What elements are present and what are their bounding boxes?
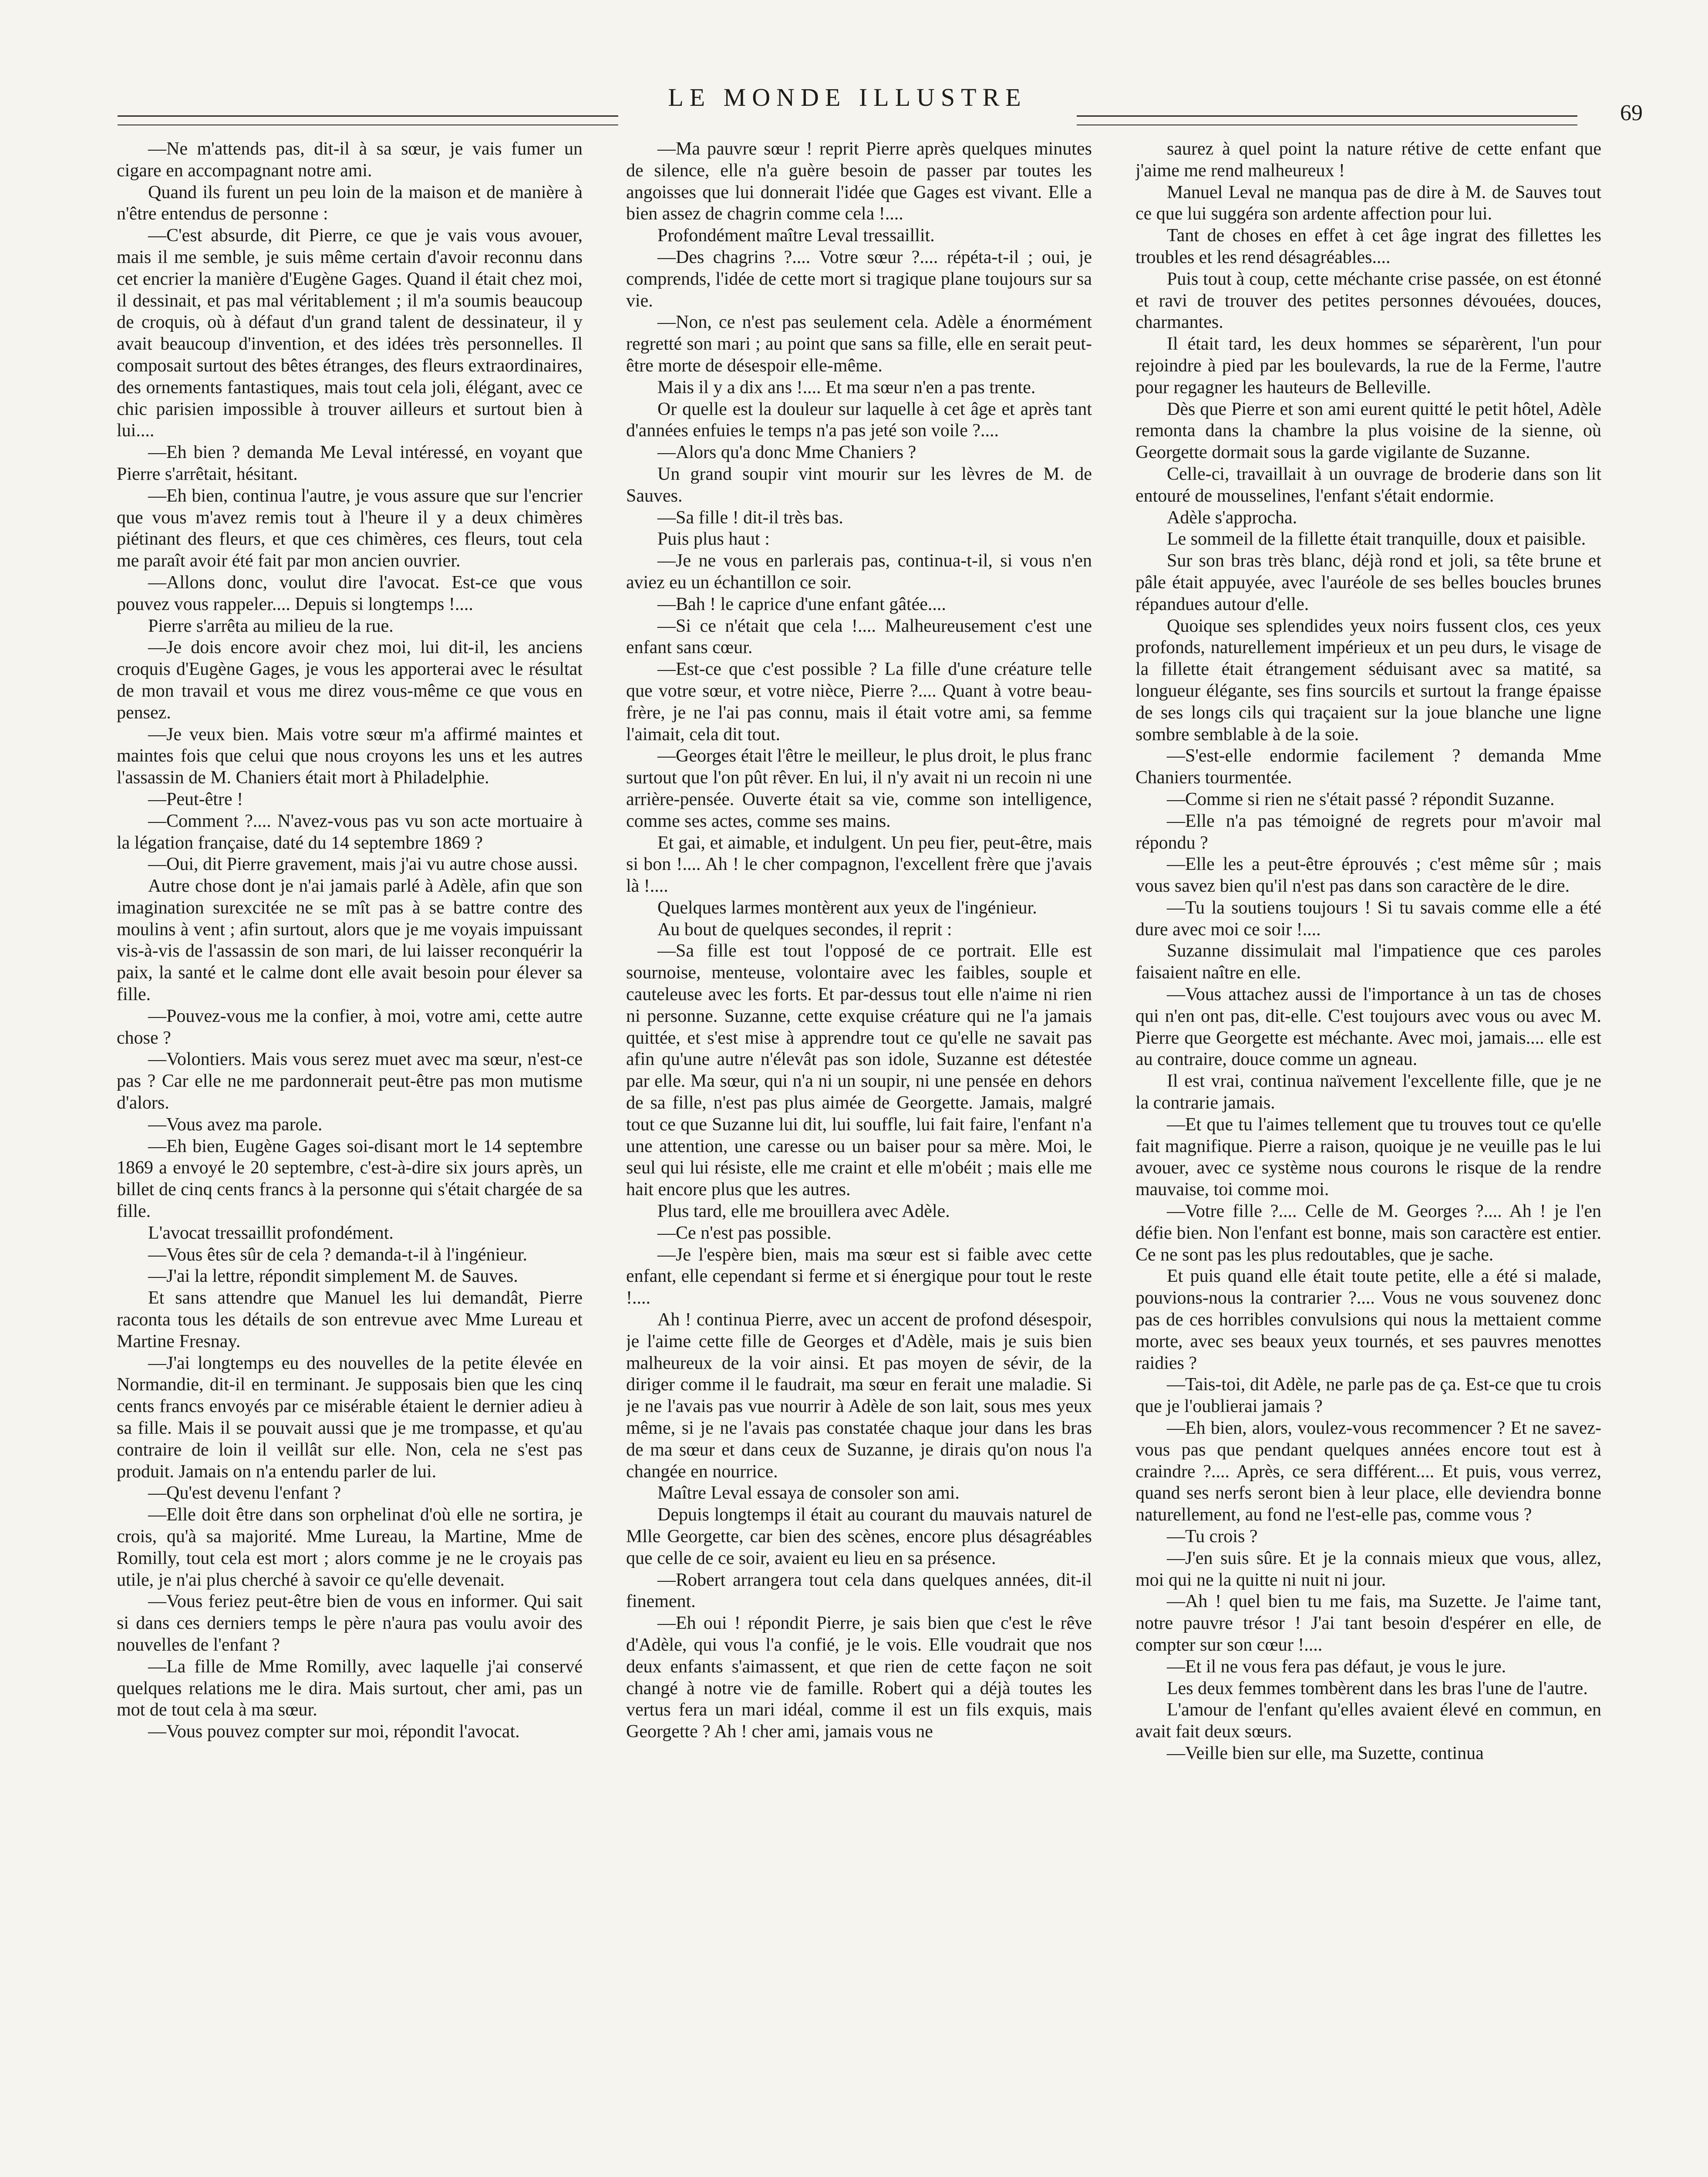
paragraph: Ah ! continua Pierre, avec un accent de profond désespoir, je l'aime cette fille de Georges et d'Adèle, mais je suis bien malheureux de la voir ainsi. Et pas moyen de sévir, de la diriger comme il le faudrait, ma sœur en ferait une maladie. Si je ne l'avais pas vue nourrir à Adèle de son lait, sous mes yeux même, si je ne l'avais pas constatée chaque jour dans les bras de ma sœur et dans ceux de Suzanne, je dirais qu'on nous l'a changée en nourrice. (626, 1310, 1092, 1482)
paragraph: —La fille de Mme Romilly, avec laquelle j'ai conservé quelques relations me le dira. Mais surtout, cher ami, pas un mot de tout cela à ma sœur. (117, 1656, 583, 1720)
paragraph: Or quelle est la douleur sur laquelle à cet âge et après tant d'années enfuies le temps n'a pas jeté son voile ?.... (626, 399, 1092, 441)
paragraph: —Volontiers. Mais vous serez muet avec ma sœur, n'est-ce pas ? Car elle ne me pardonnerait peut-être pas mon mutisme d'alors. (117, 1049, 583, 1113)
paragraph: Dès que Pierre et son ami eurent quitté le petit hôtel, Adèle remonta dans la chambre la plus voisine de la sienne, où Georgette dormait sous la garde vigilante de Suzanne. (1135, 399, 1601, 463)
paragraph: —Georges était l'être le meilleur, le plus droit, le plus franc surtout que l'on pût rêver. En lui, il n'y avait ni un recoin ni une arrière-pensée. Ouverte était sa vie, comme son intelligence, comme ses actes, comme ses mains. (626, 746, 1092, 831)
paragraph: —Robert arrangera tout cela dans quelques années, dit-il finement. (626, 1570, 1092, 1612)
text-column-1 (117, 138, 583, 2177)
paragraph: —Ma pauvre sœur ! reprit Pierre après quelques minutes de silence, elle n'a guère besoin de passer par toutes les angoisses que lui donnerait l'idée que Gages est vivant. Elle a bien assez de chagrin comme cela !.... (626, 139, 1092, 224)
paragraph: Et puis quand elle était toute petite, elle a été si malade, pouvions-nous la contrarier ?.... Vous ne vous souvenez donc pas de ces horribles convulsions qui nous la mettaient comme morte, avec ses beaux yeux tournés, et ses pauvres menottes raidies ? (1135, 1266, 1601, 1373)
paragraph: —J'ai la lettre, répondit simplement M. de Sauves. (148, 1266, 518, 1287)
paragraph: —Est-ce que c'est possible ? La fille d'une créature telle que votre sœur, et votre nièce, Pierre ?.... Quant à votre beau-frère, je ne l'ai pas connu, mais il était votre ami, sa femme l'aimait, cela dit tout. (626, 659, 1092, 745)
paragraph: —Elle n'a pas témoigné de regrets pour m'avoir mal répondu ? (1135, 811, 1601, 853)
paragraph: —Votre fille ?.... Celle de M. Georges ?.... Ah ! je l'en défie bien. Non l'enfant est bonne, mais son caractère est entier. Ce ne sont pas les plus redoutables, que je sache. (1135, 1201, 1601, 1265)
paragraph: Un grand soupir vint mourir sur les lèvres de M. de Sauves. (626, 464, 1092, 506)
text-column-3 (1135, 138, 1601, 2177)
paragraph: —Elle les a peut-être éprouvés ; c'est même sûr ; mais vous savez bien qu'il n'est pas dans son caractère de le dire. (1135, 854, 1601, 896)
paragraph: —Tais-toi, dit Adèle, ne parle pas de ça. Est-ce que tu crois que je l'oublierai jamais ? (1135, 1375, 1601, 1417)
paragraph: —Eh bien ? demanda Me Leval intéressé, en voyant que Pierre s'arrêtait, hésitant. (117, 442, 583, 484)
paragraph: —Non, ce n'est pas seulement cela. Adèle a énormément regretté son mari ; au point que sans sa fille, elle en serait peut-être morte de désespoir elle-même. (626, 312, 1092, 376)
paragraph: —Vous êtes sûr de cela ? demanda-t-il à l'ingénieur. (148, 1244, 528, 1265)
article-body (117, 138, 1601, 2177)
paragraph: Sur son bras très blanc, déjà rond et joli, sa tête brune et pâle était appuyée, avec l'auréole de ses belles boucles brunes répandues autour d'elle. (1135, 551, 1601, 614)
paragraph: —C'est absurde, dit Pierre, ce que je vais vous avouer, mais il me semble, je suis même certain d'avoir reconnu dans cet encrier la manière d'Eugène Gages. Quand il était chez moi, il dessinait, et pas mal véritablement ; il m'a soumis beaucoup de croquis, où à défaut d'un grand talent de dessinateur, il y avait beaucoup d'invention, et des idées très personnelles. Il composait surtout des bêtes étranges, des fleurs extraordinaires, des ornements fantastiques, mais tout cela joli, élégant, avec ce chic parisien impossible à trouver ailleurs et surtout bien à lui.... (117, 226, 583, 441)
paragraph: —Vous attachez aussi de l'importance à un tas de choses qui n'en ont pas, dit-elle. C'est toujours avec vous ou avec M. Pierre que Georgette est méchante. Avec moi, jamais.... elle est au contraire, douce comme un agneau. (1135, 984, 1601, 1070)
text-column-2 (626, 138, 1092, 2177)
paragraph: —J'en suis sûre. Et je la connais mieux que vous, allez, moi qui ne la quitte ni nuit ni jour. (1135, 1548, 1601, 1590)
paragraph: —Ne m'attends pas, dit-il à sa sœur, je vais fumer un cigare en accompagnant notre ami. (117, 139, 583, 181)
paragraph: —Et il ne vous fera pas défaut, je vous le jure. (1167, 1656, 1506, 1677)
paragraph: —Ce n'est pas possible. (657, 1223, 832, 1243)
paragraph: —Et que tu l'aimes tellement que tu trouves tout ce qu'elle fait magnifique. Pierre a raison, quoique je ne veuille pas le lui avouer, avec ce système nous courons le risque de la rendre mauvaise, toi comme moi. (1135, 1114, 1601, 1200)
paragraph: Il était tard, les deux hommes se séparèrent, l'un pour rejoindre à pied par les boulevards, la rue de la Ferme, l'autre pour regagner les hauteurs de Belleville. (1135, 334, 1601, 398)
paragraph: Pierre s'arrêta au milieu de la rue. (148, 616, 394, 636)
paragraph: —Veille bien sur elle, ma Suzette, continua (1167, 1743, 1484, 1763)
paragraph: —Je dois encore avoir chez moi, lui dit-il, les anciens croquis d'Eugène Gages, je vous les apporterai avec le résultat de mon travail et vous me direz vous-même ce que vous en pensez. (117, 637, 583, 723)
header-rule-left (118, 115, 618, 125)
paragraph: saurez à quel point la nature rétive de cette enfant que j'aime me rend malheureux ! (1135, 139, 1601, 181)
paragraph: —Vous pouvez compter sur moi, répondit l'avocat. (148, 1722, 520, 1742)
paragraph: Puis tout à coup, cette méchante crise passée, on est étonné et ravi de trouver des petites personnes dévouées, douces, charmantes. (1135, 269, 1601, 333)
paragraph: —Elle doit être dans son orphelinat d'où elle ne sortira, je crois, qu'à sa majorité. Mme Lureau, la Martine, Mme de Romilly, tout cela est mort ; alors comme je ne le croyais pas utile, je n'ai plus cherché à savoir ce qu'elle devenait. (117, 1505, 583, 1590)
paragraph: —Eh bien, alors, voulez-vous recommencer ? Et ne savez-vous pas que pendant quelques années encore tout est à craindre ?.... Après, ce sera différent.... Et puis, vous verrez, quand ses nerfs seront bien à leur place, elle deviendra bonne naturellement, au fond ne l'est-elle pas, comme vous ? (1135, 1418, 1601, 1525)
running-title: LE MONDE ILLUSTRE (668, 83, 1027, 111)
paragraph: —Eh oui ! répondit Pierre, je sais bien que c'est le rêve d'Adèle, qui vous l'a confié, je le vois. Elle voudrait que nos deux enfants s'aimassent, et que rien de cette façon ne soit changé à notre vie de famille. Robert qui a déjà toutes les vertus fera un mari idéal, comme il est un fils exquis, mais Georgette ? Ah ! cher ami, jamais vous ne (626, 1613, 1092, 1742)
paragraph: —Comment ?.... N'avez-vous pas vu son acte mortuaire à la légation française, daté du 14 septembre 1869 ? (117, 811, 583, 853)
paragraph: Adèle s'approcha. (1167, 507, 1297, 528)
paragraph: L'amour de l'enfant qu'elles avaient élevé en commun, en avait fait deux sœurs. (1135, 1700, 1601, 1742)
paragraph: Plus tard, elle me brouillera avec Adèle. (657, 1201, 950, 1222)
paragraph: —Alors qu'a donc Mme Chaniers ? (657, 442, 916, 463)
paragraph: —Si ce n'était que cela !.... Malheureusement c'est une enfant sans cœur. (626, 616, 1092, 658)
paragraph: —Je ne vous en parlerais pas, continua-t-il, si vous n'en aviez eu un échantillon ce soir. (626, 551, 1092, 593)
paragraph: Et sans attendre que Manuel les lui demandât, Pierre raconta tous les détails de son entrevue avec Mme Lureau et Martine Fresnay. (117, 1288, 583, 1351)
paragraph: Au bout de quelques secondes, il reprit : (657, 919, 952, 940)
paragraph: Les deux femmes tombèrent dans les bras l'une de l'autre. (1167, 1678, 1588, 1698)
paragraph: —Peut-être ! (148, 789, 243, 809)
paragraph: —Sa fille est tout l'opposé de ce portrait. Elle est sournoise, menteuse, volontaire avec les faibles, souple et cauteleuse avec les forts. Et par-dessus tout elle n'aime ni rien ni personne. Suzanne, cette exquise créature qui ne l'a jamais quittée, et s'est mise à apprendre tout ce qu'elle ne savait pas afin qu'une autre n'élevât pas son idole, Suzanne est détestée par elle. Ma sœur, qui n'a ni un soupir, ni une pensée en dehors de sa fille, n'est pas plus aimée de Georgette. Jamais, malgré tout ce que Suzanne lui dit, lui souffle, lui fait faire, l'enfant n'a une attention, une caresse ou un baiser pour sa mère. Moi, le seul qui lui résiste, elle me craint et elle m'obéit ; mais elle me hait encore plus que les autres. (626, 941, 1092, 1200)
paragraph: Le sommeil de la fillette était tranquille, doux et paisible. (1167, 529, 1586, 549)
page-header (118, 70, 1643, 125)
paragraph: —Tu la soutiens toujours ! Si tu savais comme elle a été dure avec moi ce soir !.... (1135, 897, 1601, 940)
paragraph: Autre chose dont je n'ai jamais parlé à Adèle, afin que son imagination surexcitée ne se mît pas à se battre contre des moulins à vent ; afin surtout, alors que je me voyais impuissant vis-à-vis de l'assassin de son mari, de lui laisser reconquérir la paix, la santé et le calme dont elle avait besoin pour élever sa fille. (117, 876, 583, 1005)
paragraph: Depuis longtemps il était au courant du mauvais naturel de Mlle Georgette, car bien des scènes, encore plus désagréables que celle de ce soir, avaient eu lieu en sa présence. (626, 1505, 1092, 1568)
paragraph: —Allons donc, voulut dire l'avocat. Est-ce que vous pouvez vous rappeler.... Depuis si longtemps !.... (117, 572, 583, 614)
paragraph: Il est vrai, continua naïvement l'excellente fille, que je ne la contrarie jamais. (1135, 1071, 1601, 1113)
paragraph: —Ah ! quel bien tu me fais, ma Suzette. Je l'aime tant, notre pauvre trésor ! J'ai tant besoin d'espérer en elle, de compter sur son cœur !.... (1135, 1591, 1601, 1655)
paragraph: Quelques larmes montèrent aux yeux de l'ingénieur. (657, 897, 1037, 918)
paragraph: Suzanne dissimulait mal l'impatience que ces paroles faisaient naître en elle. (1135, 941, 1601, 983)
paragraph: —Je veux bien. Mais votre sœur m'a affirmé maintes et maintes fois que celui que nous croyons les uns et les autres l'assassin de M. Chaniers était mort à Philadelphie. (117, 724, 583, 788)
paragraph: Celle-ci, travaillait à un ouvrage de broderie dans son lit entouré de mousselines, l'enfant s'était endormie. (1135, 464, 1601, 506)
paragraph: —Je l'espère bien, mais ma sœur est si faible avec cette enfant, elle cependant si ferme et si énergique pour tout le reste !.... (626, 1244, 1092, 1308)
paragraph: —Qu'est devenu l'enfant ? (148, 1483, 341, 1503)
paragraph: —Tu crois ? (1167, 1527, 1258, 1547)
paragraph: —Des chagrins ?.... Votre sœur ?.... répéta-t-il ; oui, je comprends, l'idée de cette mort si tragique plane toujours sur sa vie. (626, 247, 1092, 311)
paragraph: Manuel Leval ne manqua pas de dire à M. de Sauves tout ce que lui suggéra son ardente affection pour lui. (1135, 182, 1601, 224)
paragraph: L'avocat tressaillit profondément. (148, 1223, 394, 1243)
paragraph: —J'ai longtemps eu des nouvelles de la petite élevée en Normandie, dit-il en terminant. Je supposais bien que les cinq cents francs envoyés par ce misérable étaient le dernier adieu à sa fille. Mais il se pouvait aussi que je me trompasse, et qu'au contraire de loin il veillât sur elle. Non, cela ne s'est pas produit. Jamais on n'a entendu parler de lui. (117, 1353, 583, 1482)
paragraph: —Pouvez-vous me la confier, à moi, votre ami, cette autre chose ? (117, 1006, 583, 1048)
paragraph: —Eh bien, continua l'autre, je vous assure que sur l'encrier que vous m'avez remis tout à l'heure il y a deux chimères piétinant des fleurs, et que ces chimères, ces fleurs, tout cela me paraît avoir été fait par mon ancien ouvrier. (117, 485, 583, 571)
page-number: 69 (1620, 101, 1643, 125)
paragraph: —Sa fille ! dit-il très bas. (657, 507, 843, 528)
paragraph: Maître Leval essaya de consoler son ami. (657, 1483, 960, 1503)
paragraph: Et gai, et aimable, et indulgent. Un peu fier, peut-être, mais si bon !.... Ah ! le cher compagnon, l'excellent frère que j'avais là !.... (626, 832, 1092, 896)
paragraph: Tant de choses en effet à cet âge ingrat des fillettes les troubles et les rend désagréables.... (1135, 226, 1601, 267)
paragraph: Quand ils furent un peu loin de la maison et de manière à n'être entendus de personne : (117, 182, 583, 224)
paragraph: —Eh bien, Eugène Gages soi-disant mort le 14 septembre 1869 a envoyé le 20 septembre, c'est-à-dire six jours après, un billet de cinq cents francs à la personne qui s'était chargée de sa fille. (117, 1136, 583, 1222)
paragraph: —Comme si rien ne s'était passé ? répondit Suzanne. (1167, 789, 1555, 809)
paragraph: —Vous avez ma parole. (148, 1114, 323, 1135)
paragraph: Quoique ses splendides yeux noirs fussent clos, ces yeux profonds, naturellement impérieux et un peu durs, le visage de la fillette était étrangement séduisant avec sa matité, sa longueur élégante, ses fins sourcils et surtout la frange épaisse de ses longs cils qui traçaient sur la joue blanche une ligne sombre semblable à de la soie. (1135, 616, 1601, 745)
paragraph: —S'est-elle endormie facilement ? demanda Mme Chaniers tourmentée. (1135, 746, 1601, 788)
paragraph: —Oui, dit Pierre gravement, mais j'ai vu autre chose aussi. (148, 854, 578, 875)
paragraph: Profondément maître Leval tressaillit. (657, 226, 935, 246)
paragraph: Puis plus haut : (657, 529, 770, 549)
header-rule-right (1077, 115, 1577, 125)
paragraph: Mais il y a dix ans !.... Et ma sœur n'en a pas trente. (657, 377, 1036, 398)
paragraph: —Bah ! le caprice d'une enfant gâtée.... (657, 594, 946, 614)
paragraph: —Vous feriez peut-être bien de vous en informer. Qui sait si dans ces derniers temps le père n'aura pas voulu avoir des nouvelles de l'enfant ? (117, 1591, 583, 1655)
